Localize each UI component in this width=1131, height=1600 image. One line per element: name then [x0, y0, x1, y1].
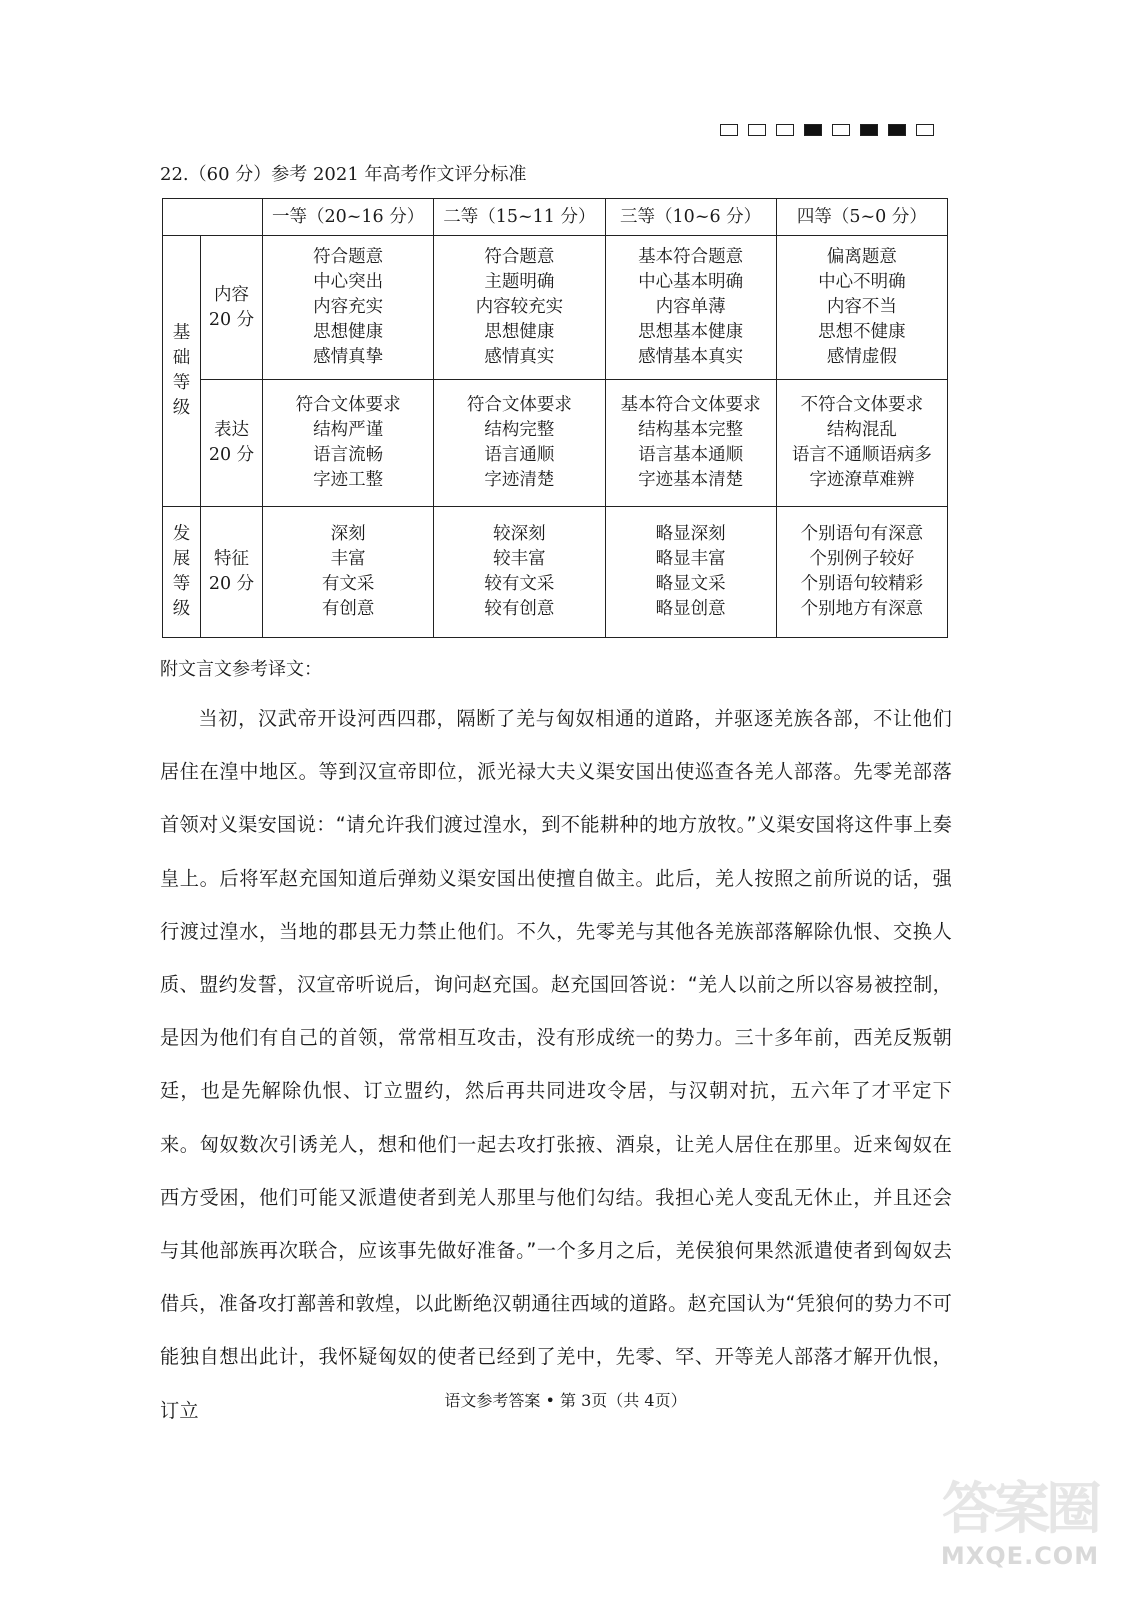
expression-grade-1-cell: [263, 380, 434, 507]
criterion-text: 符合题意: [484, 247, 555, 267]
criterion-text: 内容充实: [313, 297, 384, 317]
criterion-text: 内容不当: [826, 297, 897, 317]
progress-square: [916, 124, 934, 136]
criterion-text: 略显深刻: [655, 524, 726, 544]
criterion-text: 感情真挚: [313, 347, 384, 367]
criterion-text: 结构基本完整: [638, 420, 744, 440]
criterion-text: 较深刻: [493, 524, 546, 544]
content-grade-2-cell: [434, 236, 605, 380]
content-grade-4-cell: [776, 236, 947, 380]
feature-grade-1-cell: [263, 507, 434, 638]
progress-square: [804, 124, 822, 136]
criterion-text: 较有文采: [484, 574, 555, 594]
progress-square: [776, 124, 794, 136]
criterion-text: 语言通顺: [484, 445, 555, 465]
basic-category-cell: [163, 236, 201, 507]
progress-square: [888, 124, 906, 136]
criterion-text: 思想健康: [484, 322, 555, 342]
page-footer: 语文参考答案 • 第 3页（共 4页）: [444, 1391, 687, 1410]
criterion-text: 基本符合文体要求: [620, 395, 761, 415]
table-row-expression: [163, 380, 948, 507]
criterion-text: 字迹清楚: [484, 470, 555, 490]
header-grade-1: 一等（20~16 分）: [263, 199, 434, 236]
criterion-text: 略显创意: [655, 599, 726, 619]
dev-category-cell: [163, 507, 201, 638]
criterion-text: 思想健康: [313, 322, 384, 342]
criterion-text: 符合文体要求: [295, 395, 401, 415]
translation-paragraph: 当初，汉武帝开设河西四郡，隔断了羌与匈奴相通的道路，并驱逐羌族各部，不让他们居住在湟中地区。等到汉宣帝即位，派光禄大夫义渠安国出使巡查各羌人部落。先零羌部落首领对义渠安国说：“请允许我们渡过湟水，到不能耕种的地方放牧。”义渠安国将这件事上奏皇上。后将军赵充国知道后弹劾义渠安国出使擅自做主。此后，羌人按照之前所说的话，强行渡过湟水，当地的郡县无力禁止他们。不久，先零羌与其他各羌族部落解除仇恨、交换人质、盟约发誓，汉宣帝听说后，询问赵充国。赵充国回答说：“羌人以前之所以容易被控制，是因为他们有自己的首领，常常相互攻击，没有形成统一的势力。三十多年前，西羌反叛朝廷，也是先解除仇恨、订立盟约，然后再共同进攻令居，与汉朝对抗，五六年了才平定下来。匈奴数次引诱羌人，想和他们一起去攻打张掖、酒泉，让羌人居住在那里。近来匈奴在西方受困，他们可能又派遣使者到羌人那里与他们勾结。我担心羌人变乱无休止，并且还会与其他部族再次联合，应该事先做好准备。”一个多月之后，羌侯狼何果然派遣使者到匈奴去借兵，准备攻打鄯善和敦煌，以此断绝汉朝通往西域的道路。赵充国认为“凭狼何的势力不可能独自想出此计，我怀疑匈奴的使者已经到了羌中，先零、罕、开等羌人部落才解开仇恨，订立: [160, 707, 952, 1422]
expression-grade-4-cell: [776, 380, 947, 507]
criterion-text: 字迹基本清楚: [638, 470, 744, 490]
progress-square: [860, 124, 878, 136]
criterion-text: 语言基本通顺: [638, 445, 744, 465]
feature-label: 特征: [214, 549, 249, 569]
corner-cell: [163, 199, 263, 236]
appendix-title: 附文言文参考译文：: [160, 659, 322, 680]
expression-points: 20 分: [208, 445, 255, 465]
criterion-text: 有创意: [321, 599, 375, 619]
table-header-row: [163, 199, 948, 236]
expression-grade-2-cell: [434, 380, 605, 507]
criterion-text: 思想基本健康: [638, 322, 744, 342]
expression-label-cell: [201, 380, 263, 507]
table-row-feature: [163, 507, 948, 638]
criterion-text: 偏离题意: [826, 247, 897, 267]
criterion-text: 结构完整: [484, 420, 555, 440]
criterion-text: 语言流畅: [313, 445, 384, 465]
criterion-text: 符合题意: [313, 247, 384, 267]
criterion-text: 个别语句较精彩: [800, 574, 924, 594]
header-grade-4: 四等（5~0 分）: [776, 199, 947, 236]
criterion-text: 内容较充实: [475, 297, 564, 317]
feature-grade-3-cell: [605, 507, 776, 638]
feature-points: 20 分: [208, 574, 255, 594]
criterion-text: 字迹工整: [313, 470, 384, 490]
scoring-table: [162, 198, 948, 638]
criterion-text: 结构严谨: [313, 420, 384, 440]
content-label-cell: [201, 236, 263, 380]
criterion-text: 较丰富: [493, 549, 546, 569]
content-grade-1-cell: [263, 236, 434, 380]
feature-label-cell: [201, 507, 263, 638]
criterion-text: 思想不健康: [818, 322, 906, 342]
content-label: 内容: [214, 284, 249, 305]
feature-grade-4-cell: [776, 507, 947, 638]
criterion-text: 有文采: [321, 574, 375, 594]
criterion-text: 感情真实: [484, 347, 555, 367]
header-grade-3: 三等（10~6 分）: [605, 199, 776, 236]
criterion-text: 感情虚假: [826, 347, 897, 367]
criterion-text: 感情基本真实: [638, 347, 744, 367]
criterion-text: 深刻: [330, 524, 366, 544]
criterion-text: 略显文采: [655, 574, 726, 594]
watermark-logo: [935, 1478, 1105, 1570]
table-row-content: [163, 236, 948, 380]
criterion-text: 中心基本明确: [638, 272, 744, 292]
progress-square: [748, 124, 766, 136]
progress-square: [720, 124, 738, 136]
expression-label: 表达: [214, 420, 249, 440]
progress-squares: [720, 124, 934, 136]
criterion-text: 个别地方有深意: [800, 599, 924, 619]
question-heading: 22.（60 分）参考 2021 年高考作文评分标准: [160, 164, 527, 185]
basic-category-label: 基础等级: [172, 323, 191, 418]
criterion-text: 基本符合题意: [638, 247, 744, 267]
criterion-text: 字迹潦草难辨: [809, 470, 915, 490]
expression-grade-3-cell: [605, 380, 776, 507]
criterion-text: 符合文体要求: [466, 395, 572, 415]
criterion-text: 较有创意: [484, 599, 555, 619]
criterion-text: 个别例子较好: [809, 549, 915, 569]
watermark-mark: 答案圈: [942, 1477, 1098, 1542]
criterion-text: 中心不明确: [818, 272, 906, 292]
dev-category-label: 发展等级: [172, 524, 191, 619]
criterion-text: 主题明确: [484, 272, 555, 292]
criterion-text: 不符合文体要求: [800, 395, 924, 415]
header-grade-2: 二等（15~11 分）: [434, 199, 605, 236]
criterion-text: 略显丰富: [655, 549, 726, 569]
criterion-text: 语言不通顺语病多: [791, 445, 932, 465]
criterion-text: 内容单薄: [655, 297, 726, 317]
content-grade-3-cell: [605, 236, 776, 380]
criterion-text: 丰富: [330, 549, 366, 569]
progress-square: [832, 124, 850, 136]
criterion-text: 中心突出: [313, 272, 384, 292]
watermark-domain: MXQE.COM: [940, 1542, 1100, 1570]
criterion-text: 个别语句有深意: [800, 524, 924, 544]
content-points: 20 分: [208, 309, 255, 330]
feature-grade-2-cell: [434, 507, 605, 638]
criterion-text: 结构混乱: [826, 420, 897, 440]
